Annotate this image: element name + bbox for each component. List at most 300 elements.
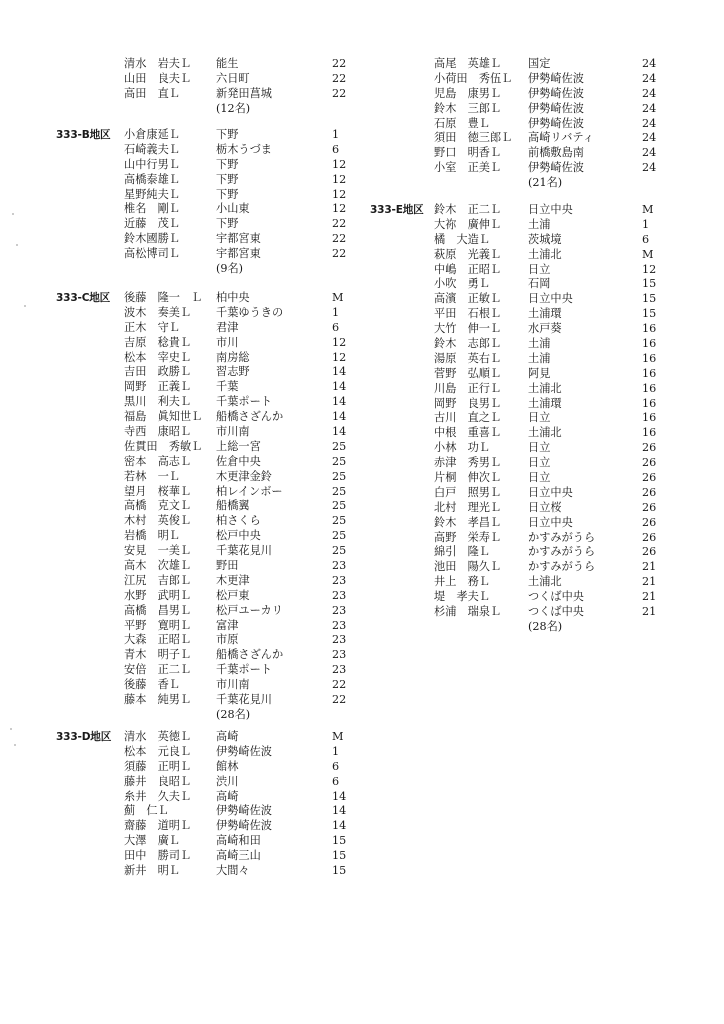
member-club: 阿見 [528, 366, 551, 380]
member-name: 石原 豊Ｌ [434, 116, 490, 130]
member-name: 清水 英徳Ｌ [124, 730, 192, 743]
member-row [370, 471, 710, 486]
member-number: M [332, 291, 344, 304]
member-name: 糸井 久夫Ｌ [124, 789, 192, 803]
member-row [56, 365, 396, 380]
member-row [370, 292, 710, 307]
member-number: 24 [642, 116, 657, 130]
member-number: 24 [642, 71, 657, 85]
member-row [56, 485, 396, 500]
member-row [370, 146, 710, 161]
member-number: 15 [642, 277, 657, 291]
member-number: 26 [642, 530, 657, 544]
scan-speck [12, 213, 14, 215]
member-row [370, 203, 710, 218]
member-name: 古川 直之Ｌ [434, 411, 502, 425]
member-club: 千葉ポート [216, 663, 272, 677]
member-number: 12 [332, 157, 347, 171]
member-club: 石岡 [528, 277, 551, 291]
member-club: 伊勢崎佐波 [528, 71, 584, 85]
member-club: 宇都宮東 [216, 247, 261, 261]
member-number: 12 [332, 187, 347, 201]
member-name: 橘 大造Ｌ [434, 232, 490, 246]
member-row [56, 693, 396, 708]
district-total-row [370, 176, 710, 191]
member-row [56, 380, 396, 395]
member-name: 山田 良夫Ｌ [124, 71, 192, 85]
member-name: 平田 石根Ｌ [434, 307, 502, 321]
member-row [370, 441, 710, 456]
member-club: 君津 [216, 320, 239, 334]
member-number: 14 [332, 365, 347, 379]
member-name: 石崎義夫Ｌ [124, 142, 180, 156]
member-club: 日立中央 [528, 515, 573, 529]
member-club: 土浦環 [528, 396, 562, 410]
member-club: 前橋敷島南 [528, 146, 584, 160]
member-name: 高田 直Ｌ [124, 86, 180, 100]
member-club: 土浦北 [528, 381, 562, 395]
member-number: 21 [642, 560, 657, 574]
member-name: 北村 理光Ｌ [434, 500, 502, 514]
member-row [56, 619, 396, 634]
member-row [56, 455, 396, 470]
member-row [370, 382, 710, 397]
member-number: 6 [642, 232, 650, 246]
member-club: 伊勢崎佐波 [528, 86, 584, 100]
member-club: 茨城境 [528, 232, 562, 246]
member-name: 杉浦 瑞泉Ｌ [434, 605, 502, 619]
member-club: 日立中央 [528, 485, 573, 499]
member-number: 14 [332, 410, 347, 424]
member-club: 日立中央 [528, 292, 573, 306]
member-name: 菅野 弘順Ｌ [434, 366, 502, 380]
member-row [56, 470, 396, 485]
member-number: 26 [642, 500, 657, 514]
member-row [370, 322, 710, 337]
member-club: 日立桜 [528, 500, 562, 514]
member-name: 児島 康男Ｌ [434, 86, 502, 100]
member-name: 鈴木 正二Ｌ [434, 203, 502, 216]
member-club: 土浦環 [528, 307, 562, 321]
member-club: 柏中央 [216, 291, 250, 304]
member-row [56, 574, 396, 589]
member-name: 青木 明子Ｌ [124, 648, 192, 662]
member-number: 24 [642, 57, 657, 70]
member-row [370, 131, 710, 146]
member-row [56, 745, 396, 760]
member-row [56, 559, 396, 574]
member-club: 松戸東 [216, 588, 250, 602]
member-number: 15 [332, 834, 347, 848]
member-club: 下野 [216, 172, 239, 186]
district-code: 333-C地区 [56, 292, 111, 304]
member-club: 高崎和田 [216, 834, 261, 848]
member-name: 中根 重喜Ｌ [434, 426, 502, 440]
member-number: 23 [332, 573, 347, 587]
member-club: 下野 [216, 128, 239, 141]
member-row [56, 663, 396, 678]
member-row [56, 633, 396, 648]
member-name: 松本 宰史Ｌ [124, 350, 192, 364]
member-row [56, 790, 396, 805]
member-club: 伊勢崎佐波 [528, 161, 584, 175]
member-club: 伊勢崎佐波 [216, 744, 272, 758]
member-row [370, 307, 710, 322]
member-name: 湯原 英右Ｌ [434, 351, 502, 365]
member-row [56, 499, 396, 514]
member-row [56, 849, 396, 864]
member-number: 12 [332, 335, 347, 349]
member-name: 密本 高志Ｌ [124, 454, 192, 468]
member-name: 小林 功Ｌ [434, 441, 490, 455]
member-number: 12 [332, 350, 347, 364]
member-row [370, 367, 710, 382]
member-row [370, 575, 710, 590]
member-number: 16 [642, 366, 657, 380]
member-club: 高崎 [216, 789, 239, 803]
member-name: 高橋泰雄Ｌ [124, 172, 180, 186]
member-row [56, 410, 396, 425]
member-club: つくば中央 [528, 605, 584, 619]
member-club: 大間々 [216, 864, 250, 878]
member-name: 白戸 照男Ｌ [434, 485, 502, 499]
member-name: 黒川 利夫Ｌ [124, 395, 192, 409]
member-row [56, 232, 396, 247]
member-number: 25 [332, 454, 347, 468]
member-row [370, 411, 710, 426]
member-name: 小吹 勇Ｌ [434, 277, 490, 291]
member-number: 23 [332, 559, 347, 573]
member-club: つくば中央 [528, 590, 584, 604]
district-code: 333-D地区 [56, 731, 112, 743]
member-club: 下野 [216, 187, 239, 201]
member-row [56, 730, 396, 745]
member-number: 15 [642, 307, 657, 321]
member-number: 22 [332, 86, 347, 100]
member-club: 佐倉中央 [216, 454, 261, 468]
member-club: 上総一宮 [216, 439, 261, 453]
member-name: 赤津 秀男Ｌ [434, 456, 502, 470]
member-name: 後藤 隆一 Ｌ [124, 291, 203, 304]
member-row [370, 501, 710, 516]
member-number: M [642, 247, 654, 261]
member-number: 16 [642, 322, 657, 336]
member-row [56, 589, 396, 604]
member-club: 千葉花見川 [216, 693, 272, 707]
member-row [56, 678, 396, 693]
member-row [370, 560, 710, 575]
member-name: 高濱 正敏Ｌ [434, 292, 502, 306]
member-club: 下野 [216, 157, 239, 171]
member-row [56, 143, 396, 158]
member-number: 24 [642, 101, 657, 115]
member-name: 正木 守Ｌ [124, 320, 180, 334]
district-code: 333-E地区 [370, 204, 424, 216]
member-number: 12 [642, 262, 657, 276]
member-name: 藤井 良昭Ｌ [124, 774, 192, 788]
member-row [56, 529, 396, 544]
member-number: 6 [332, 142, 340, 156]
member-row [56, 321, 396, 336]
member-name: 大澤 廣Ｌ [124, 834, 180, 848]
member-number: 24 [642, 131, 657, 145]
district-block [370, 203, 710, 635]
member-name: 岡野 正義Ｌ [124, 380, 192, 394]
member-club: 市川南 [216, 425, 250, 439]
member-name: 星野純夫Ｌ [124, 187, 180, 201]
member-number: 22 [332, 57, 347, 70]
member-number: 23 [332, 648, 347, 662]
member-row [56, 351, 396, 366]
member-name: 近藤 茂Ｌ [124, 217, 180, 231]
member-name: 高橋 昌男Ｌ [124, 603, 192, 617]
scan-speck [24, 305, 26, 307]
member-club: 土浦 [528, 351, 551, 365]
member-name: 須藤 正明Ｌ [124, 759, 192, 773]
member-club: 高崎 [216, 730, 239, 743]
member-club: 土浦 [528, 337, 551, 351]
member-club: 木更津金鈴 [216, 469, 272, 483]
member-number: 16 [642, 351, 657, 365]
member-name: 綿引 隆Ｌ [434, 545, 490, 559]
member-club: 船橋さざんか [216, 410, 284, 424]
member-row [56, 425, 396, 440]
member-number: 1 [332, 305, 340, 319]
member-number: 23 [332, 603, 347, 617]
member-name: 高野 栄寿Ｌ [434, 530, 502, 544]
member-club: 南房総 [216, 350, 250, 364]
member-club: 水戸葵 [528, 322, 562, 336]
member-row [56, 158, 396, 173]
member-name: 高尾 英雄Ｌ [434, 57, 502, 70]
member-row [56, 834, 396, 849]
member-row [370, 72, 710, 87]
scan-speck [16, 244, 18, 246]
member-name: 池田 陽久Ｌ [434, 560, 502, 574]
member-number: 21 [642, 605, 657, 619]
member-club: 土浦北 [528, 575, 562, 589]
member-club: 千葉ポート [216, 395, 272, 409]
member-number: 14 [332, 395, 347, 409]
district-total: (28名) [216, 707, 251, 721]
member-club: 松戸中央 [216, 529, 261, 543]
member-club: 宇都宮東 [216, 232, 261, 246]
member-row [56, 291, 396, 306]
member-name: 平野 寛明Ｌ [124, 618, 192, 632]
member-name: 清水 岩夫Ｌ [124, 57, 192, 70]
member-name: 須田 徳三郎Ｌ [434, 131, 513, 145]
member-name: 小倉康延Ｌ [124, 128, 180, 141]
member-name: 鈴木 志郎Ｌ [434, 337, 502, 351]
member-club: 土浦北 [528, 426, 562, 440]
member-row [56, 188, 396, 203]
member-club: 柏レインボー [216, 484, 283, 498]
member-number: 12 [332, 172, 347, 186]
member-name: 鈴木 孝昌Ｌ [434, 515, 502, 529]
member-club: 渋川 [216, 774, 239, 788]
member-number: 25 [332, 499, 347, 513]
member-name: 波木 奏美Ｌ [124, 305, 192, 319]
member-name: 大祢 廣伸Ｌ [434, 217, 502, 231]
member-number: 25 [332, 484, 347, 498]
member-row [370, 218, 710, 233]
member-row [56, 128, 396, 143]
member-club: 千葉花見川 [216, 544, 272, 558]
district-total: (28名) [528, 619, 563, 633]
member-number: 25 [332, 469, 347, 483]
member-name: 椎名 剛Ｌ [124, 202, 180, 216]
member-name: 川島 正行Ｌ [434, 381, 502, 395]
member-row [56, 72, 396, 87]
member-club: 栃木うづま [216, 142, 272, 156]
member-club: 伊勢崎佐波 [528, 116, 584, 130]
member-row [56, 440, 396, 455]
member-row [370, 590, 710, 605]
member-number: 25 [332, 544, 347, 558]
member-club: 市原 [216, 633, 239, 647]
member-name: 高橋 克文Ｌ [124, 499, 192, 513]
member-name: 中嶋 正昭Ｌ [434, 262, 502, 276]
member-name: 野口 明香Ｌ [434, 146, 502, 160]
district-block [56, 57, 396, 117]
district-total-row [56, 708, 396, 723]
member-number: 26 [642, 471, 657, 485]
district-code: 333-B地区 [56, 129, 111, 141]
district-block [370, 57, 710, 191]
member-row [370, 337, 710, 352]
member-number: 25 [332, 529, 347, 543]
member-name: 萩原 光義Ｌ [434, 247, 502, 261]
member-row [56, 202, 396, 217]
member-row [370, 87, 710, 102]
member-number: 1 [332, 128, 340, 141]
member-number: 21 [642, 590, 657, 604]
member-name: 吉田 政勝Ｌ [124, 365, 192, 379]
member-number: 14 [332, 819, 347, 833]
member-row [370, 233, 710, 248]
member-row [370, 531, 710, 546]
member-club: 日立 [528, 411, 551, 425]
member-club: 国定 [528, 57, 551, 70]
member-name: 田中 勝司Ｌ [124, 849, 192, 863]
member-number: 14 [332, 425, 347, 439]
member-row [56, 604, 396, 619]
member-number: 22 [332, 232, 347, 246]
member-number: 25 [332, 514, 347, 528]
member-row [56, 87, 396, 102]
member-name: 高松博司Ｌ [124, 247, 180, 261]
member-number: 25 [332, 439, 347, 453]
member-club: 松戸ユーカリ [216, 603, 283, 617]
member-number: 16 [642, 426, 657, 440]
member-row [56, 395, 396, 410]
member-number: 6 [332, 320, 340, 334]
member-row [56, 247, 396, 262]
member-number: 1 [642, 217, 650, 231]
member-club: 伊勢崎佐波 [528, 101, 584, 115]
member-name: 藤本 純男Ｌ [124, 693, 192, 707]
member-name: 水野 武明Ｌ [124, 588, 192, 602]
member-club: 高崎三山 [216, 849, 261, 863]
member-row [370, 516, 710, 531]
member-club: 土浦北 [528, 247, 562, 261]
scan-speck [14, 744, 16, 746]
member-row [56, 544, 396, 559]
member-name: 江尻 吉郎Ｌ [124, 573, 192, 587]
member-number: 16 [642, 381, 657, 395]
member-number: 6 [332, 774, 340, 788]
member-club: 木更津 [216, 573, 250, 587]
member-number: 22 [332, 678, 347, 692]
member-row [370, 397, 710, 412]
member-club: かすみがうら [528, 560, 596, 574]
member-name: 佐貫田 秀敏Ｌ [124, 439, 203, 453]
member-name: 安倍 正二Ｌ [124, 663, 192, 677]
member-number: 1 [332, 744, 340, 758]
member-number: 6 [332, 759, 340, 773]
member-name: 安見 一美Ｌ [124, 544, 192, 558]
member-number: 26 [642, 456, 657, 470]
member-name: 福島 眞知世Ｌ [124, 410, 203, 424]
member-number: 24 [642, 86, 657, 100]
member-name: 小荷田 秀伍Ｌ [434, 71, 513, 85]
member-club: 千葉 [216, 380, 239, 394]
member-club: 日立 [528, 262, 551, 276]
member-number: 12 [332, 202, 347, 216]
member-row [56, 864, 396, 879]
member-club: 習志野 [216, 365, 250, 379]
member-number: 26 [642, 545, 657, 559]
district-block [56, 128, 396, 277]
member-name: 後藤 香Ｌ [124, 678, 180, 692]
member-name: 片桐 伸次Ｌ [434, 471, 502, 485]
member-club: 市川南 [216, 678, 250, 692]
member-name: 大竹 伸一Ｌ [434, 322, 502, 336]
member-row [56, 760, 396, 775]
member-club: 六日町 [216, 71, 250, 85]
member-number: 16 [642, 411, 657, 425]
member-number: 16 [642, 337, 657, 351]
member-number: 14 [332, 789, 347, 803]
member-number: 15 [332, 864, 347, 878]
district-total-row [56, 262, 396, 277]
member-name: 岩橋 明Ｌ [124, 529, 180, 543]
district-total-row [370, 620, 710, 635]
member-name: 高木 次雄Ｌ [124, 559, 192, 573]
member-number: 26 [642, 441, 657, 455]
member-club: 土浦 [528, 217, 551, 231]
member-name: 鈴木國勝Ｌ [124, 232, 180, 246]
member-name: 松本 元良Ｌ [124, 744, 192, 758]
member-club: 小山東 [216, 202, 250, 216]
member-name: 木村 英俊Ｌ [124, 514, 192, 528]
member-row [370, 263, 710, 278]
district-total-row [56, 102, 396, 117]
district-block [56, 291, 396, 723]
member-name: 岡野 良男Ｌ [434, 396, 502, 410]
member-row [370, 426, 710, 441]
member-number: 14 [332, 804, 347, 818]
member-name: 新井 明Ｌ [124, 864, 180, 878]
member-number: 23 [332, 588, 347, 602]
member-club: 船橋翼 [216, 499, 250, 513]
member-name: 井上 務Ｌ [434, 575, 490, 589]
scan-speck [10, 728, 12, 730]
member-row [56, 217, 396, 232]
member-club: 高崎リバティ [528, 131, 594, 145]
member-row [370, 486, 710, 501]
member-name: 山中行男Ｌ [124, 157, 180, 171]
